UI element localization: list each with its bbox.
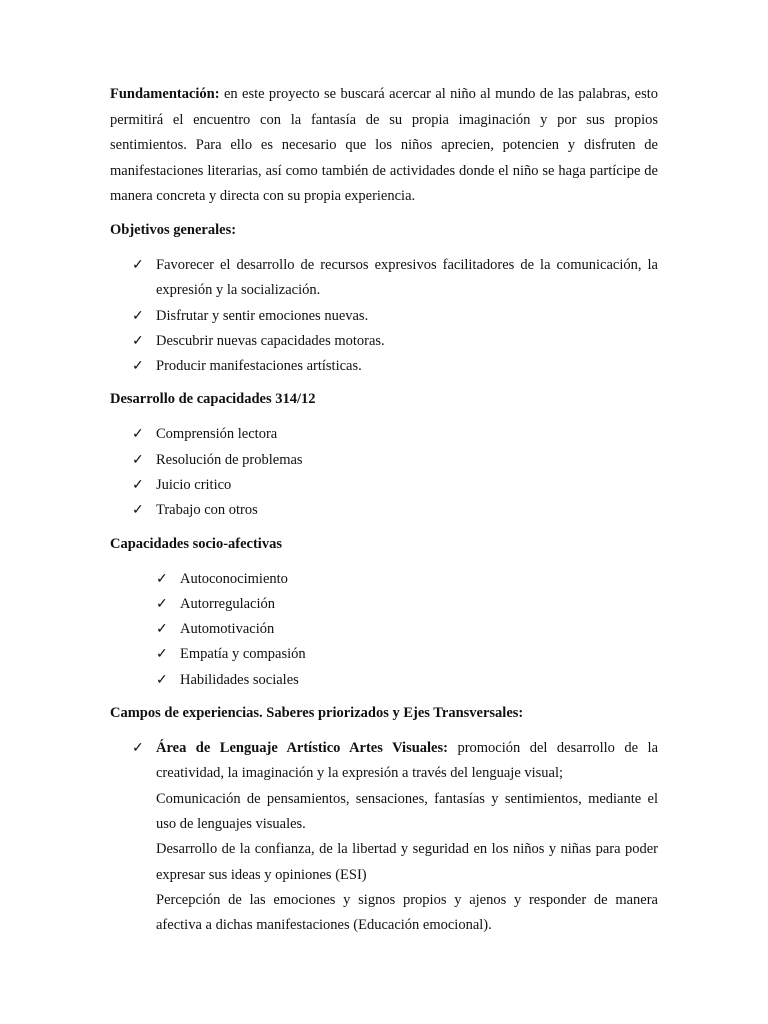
socioafectivas-heading: Capacidades socio-afectivas (110, 535, 282, 552)
area-text: promoción del desarrollo de la creatividad, la imaginación y la expresión a través del lenguaje visual; (156, 740, 659, 782)
check-icon: ✓ (156, 622, 168, 638)
list-item: ✓ Habilidades sociales (180, 668, 658, 693)
list-item: ✓ Descubrir nuevas capacidades motoras. (156, 329, 658, 354)
fundamentacion-text: en este proyecto se buscará acercar al niño al mundo de las palabras, esto permitirá el encuentro con la fantasía de su propia imaginación y por sus propios sentimientos. Para ello es necesario que los niños aprecien, potencien y disfruten de manifestaciones literarias, así como también de actividades donde el niño se haga partícipe de manera concreta y directa con su propia experiencia. (110, 86, 658, 204)
socioafectivas-list (110, 567, 658, 693)
check-icon: ✓ (156, 647, 168, 663)
check-icon: ✓ (132, 257, 144, 273)
list-item: ✓ Trabajo con otros (156, 498, 658, 523)
check-icon: ✓ (132, 333, 144, 349)
list-item: ✓ Disfrutar y sentir emociones nuevas. (156, 304, 658, 329)
check-icon: ✓ (132, 359, 144, 375)
objetivos-heading: Objetivos generales: (110, 221, 237, 238)
list-item: ✓ Comprensión lectora (156, 422, 658, 447)
check-icon: ✓ (156, 596, 168, 612)
check-icon: ✓ (132, 427, 144, 443)
campos-heading: Campos de experiencias. Saberes priorizados y Ejes Transversales: (110, 705, 524, 722)
list-item: ✓ Autorregulación (180, 592, 658, 617)
list-item: ✓ Automotivación (180, 617, 658, 642)
objetivos-list (110, 253, 658, 380)
check-icon: ✓ (132, 503, 144, 519)
check-icon: ✓ (132, 477, 144, 493)
check-icon: ✓ (156, 571, 168, 587)
capacidades-list (110, 422, 658, 523)
area-paragraph-percepcion: Percepción de las emociones y signos propios y ajenos y responder de manera afectiva a dichas manifestaciones (Educación emocional). (156, 891, 658, 934)
check-icon: ✓ (156, 672, 168, 688)
area-paragraph-confianza: Desarrollo de la confianza, de la libertad y seguridad en los niños y niñas para poder expresar sus ideas y opiniones (ESI) (156, 841, 658, 883)
list-item: ✓ Empatía y compasión (180, 642, 658, 667)
list-item: ✓ Favorecer el desarrollo de recursos expresivos facilitadores de la comunicación, la expresión y la socialización. (156, 253, 658, 304)
list-item: ✓ Producir manifestaciones artísticas. (156, 354, 658, 379)
capacidades-heading: Desarrollo de capacidades 314/12 (110, 391, 316, 408)
list-item: ✓ Autoconocimiento (180, 567, 658, 592)
check-icon: ✓ (132, 741, 144, 757)
campos-list (110, 736, 658, 938)
area-paragraph (156, 736, 658, 787)
list-item (132, 736, 659, 938)
document-content (110, 82, 658, 938)
area-label: Área de Lenguaje Artístico Artes Visuales: (156, 740, 448, 757)
check-icon: ✓ (132, 308, 144, 324)
list-item: ✓ Juicio critico (156, 473, 658, 498)
fundamentacion-paragraph (110, 82, 658, 210)
area-paragraph-comunicacion: Comunicación de pensamientos, sensaciones, fantasías y sentimientos, mediante el uso de lenguajes visuales. (156, 790, 658, 832)
check-icon: ✓ (132, 452, 144, 468)
list-item: ✓ Resolución de problemas (156, 448, 658, 473)
fundamentacion-label: Fundamentación: (110, 86, 220, 102)
